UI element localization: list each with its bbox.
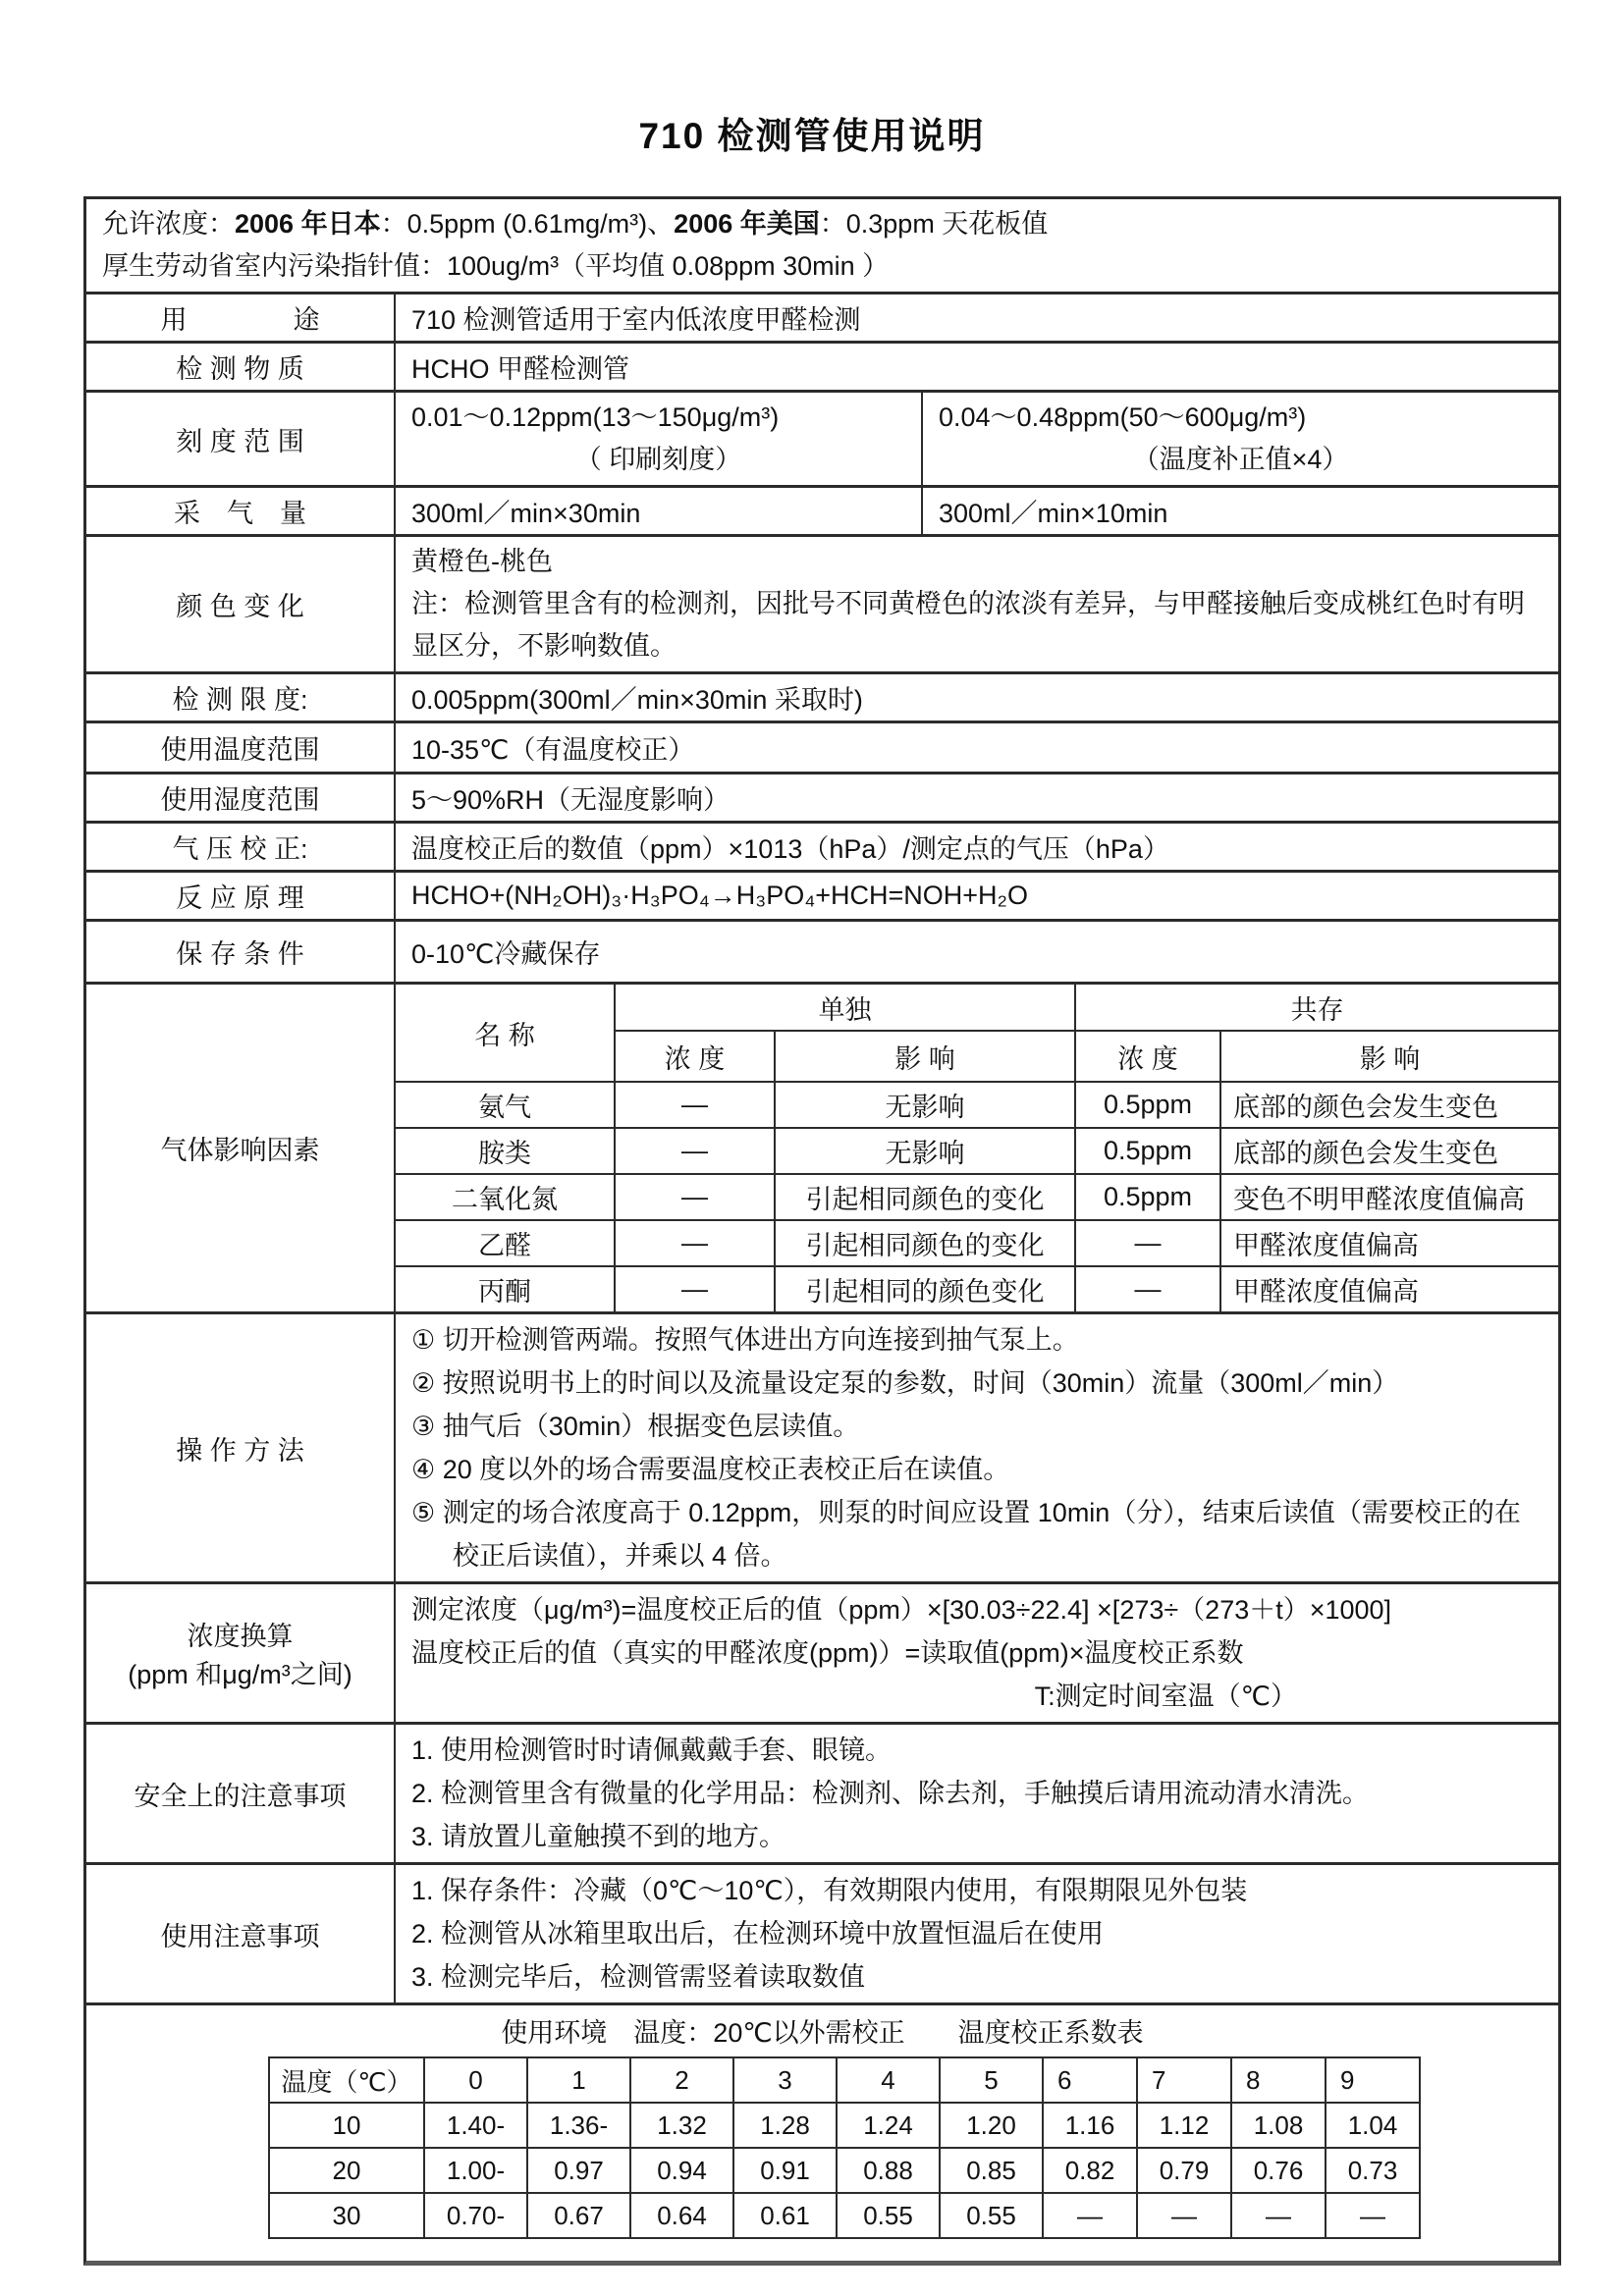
usage-label: 用 途	[86, 294, 396, 341]
page-title: 710 检测管使用说明	[638, 116, 986, 156]
row-permissible	[86, 199, 1558, 292]
scale-range-printed	[396, 393, 923, 485]
operation-step: ① 切开检测管两端。按照气体进出方向连接到抽气泵上。	[411, 1325, 1079, 1355]
correction-header: 0	[424, 2057, 527, 2103]
correction-value: 1.00-	[424, 2148, 527, 2193]
safety-item: 1. 使用检测管时时请佩戴戴手套、眼镜。	[411, 1735, 893, 1765]
correction-value: 1.32	[630, 2103, 733, 2148]
correction-value: —	[1137, 2193, 1231, 2238]
gas-influence-label: 气体影响因素	[86, 985, 396, 1311]
gas-row-conc2: 0.5ppm	[1074, 1081, 1219, 1127]
gas-row-effect2: 甲醛浓度值偏高	[1219, 1219, 1558, 1265]
permissible-seg-usa: 2006 年美国	[674, 209, 820, 239]
correction-section	[86, 2005, 1558, 2261]
gas-header-single: 单独	[614, 985, 1074, 1030]
row-storage-condition	[86, 919, 1558, 982]
gas-row-effect1: 无影响	[774, 1081, 1074, 1127]
correction-value: 0.64	[630, 2193, 733, 2238]
gas-row-effect2: 底部的颜色会发生变色	[1219, 1081, 1558, 1127]
row-correction-table-section	[86, 2002, 1558, 2261]
scale-range-corrected	[923, 393, 1558, 485]
correction-value: 0.61	[733, 2193, 837, 2238]
gas-row-effect1: 引起相同的颜色变化	[774, 1265, 1074, 1311]
humidity-range-label: 使用湿度范围	[86, 774, 396, 821]
correction-header: 9	[1326, 2057, 1420, 2103]
correction-value: 0.55	[837, 2193, 940, 2238]
row-temperature-range	[86, 721, 1558, 772]
operation-step: ⑤ 测定的场合浓度高于 0.12ppm，则泵的时间应设置 10min（分），结束后读值（需要校正的在校正后读值），并乘以 4 倍。	[411, 1498, 1521, 1571]
safety-precautions-items	[396, 1725, 1558, 1862]
correction-header: 8	[1231, 2057, 1326, 2103]
gas-row-conc1: —	[614, 1265, 774, 1311]
correction-value: 0.82	[1043, 2148, 1137, 2193]
permissible-seg-usa-value: ：0.3ppm 天花板值	[819, 209, 1049, 239]
gas-row-name: 氨气	[396, 1081, 614, 1127]
correction-header: 5	[940, 2057, 1043, 2103]
row-substance	[86, 341, 1558, 390]
table-row	[269, 2193, 1420, 2238]
correction-value: —	[1043, 2193, 1137, 2238]
correction-header: 1	[527, 2057, 630, 2103]
conversion-formula-note: T:测定时间室温（℃）	[1034, 1682, 1297, 1711]
correction-value: 0.79	[1137, 2148, 1231, 2193]
sampling-30min: 300ml／min×30min	[396, 488, 923, 534]
correction-header: 3	[733, 2057, 837, 2103]
sampling-values	[396, 488, 1558, 534]
safety-precautions-label: 安全上的注意事项	[86, 1725, 396, 1862]
permissible-seg-japan: 2006 年日本	[235, 209, 381, 239]
correction-value: 0.76	[1231, 2148, 1326, 2193]
correction-header: 4	[837, 2057, 940, 2103]
conversion-label-title: 浓度换算	[187, 1622, 294, 1651]
correction-value: 1.28	[733, 2103, 837, 2148]
concentration-conversion-formulas	[396, 1584, 1558, 1722]
correction-value: 1.24	[837, 2103, 940, 2148]
correction-table	[268, 2056, 1421, 2239]
usage-value: 710 检测管适用于室内低浓度甲醛检测	[411, 305, 861, 335]
correction-value: 1.36-	[527, 2103, 630, 2148]
correction-header-row	[269, 2057, 1420, 2103]
permissible-seg-japan-value: ：0.5ppm (0.61mg/m³)、	[380, 209, 675, 239]
correction-value: 0.94	[630, 2148, 733, 2193]
row-concentration-conversion	[86, 1581, 1558, 1722]
operation-step: ③ 抽气后（30min）根据变色层读值。	[411, 1412, 860, 1441]
correction-value: 1.12	[1137, 2103, 1231, 2148]
usage-note-item: 1. 保存条件：冷藏（0℃～10℃），有效期限内使用，有限期限见外包装	[411, 1876, 1248, 1905]
substance-label: 检 测 物 质	[86, 344, 396, 390]
gas-header-conc-single: 浓 度	[614, 1030, 774, 1081]
permissible-line2: 厚生劳动省室内污染指针值：100ug/m³（平均值 0.08ppm 30min ）	[102, 251, 890, 281]
permissible-cell	[86, 199, 1558, 292]
temperature-range-value: 10-35℃（有温度校正）	[411, 735, 695, 765]
row-gas-influence	[86, 982, 1558, 1311]
correction-value: 0.70-	[424, 2193, 527, 2238]
temperature-range-label: 使用温度范围	[86, 723, 396, 772]
gas-row-name: 乙醛	[396, 1219, 614, 1265]
sampling-10min: 300ml／min×10min	[939, 499, 1168, 528]
color-change-label: 颜 色 变 化	[86, 537, 396, 671]
row-usage	[86, 292, 1558, 341]
correction-value: 0.91	[733, 2148, 837, 2193]
gas-header-conc-coexist: 浓 度	[1074, 1030, 1219, 1081]
operation-method-label: 操 作 方 法	[86, 1314, 396, 1581]
table-row	[269, 2103, 1420, 2148]
correction-value: 0.73	[1326, 2148, 1420, 2193]
correction-value: 1.20	[940, 2103, 1043, 2148]
gas-header-effect-coexist: 影 响	[1219, 1030, 1558, 1081]
pressure-calibration-label: 气 压 校 正:	[86, 824, 396, 870]
correction-value: 1.04	[1326, 2103, 1420, 2148]
storage-condition-label: 保 存 条 件	[86, 922, 396, 982]
gas-row-effect1: 无影响	[774, 1127, 1074, 1173]
conversion-formula-2: 温度校正后的值（真实的甲醛浓度(ppm)）=读取值(ppm)×温度校正系数	[411, 1638, 1244, 1668]
table-row	[269, 2148, 1420, 2193]
correction-value: 0.88	[837, 2148, 940, 2193]
usage-note-item: 2. 检测管从冰箱里取出后，在检测环境中放置恒温后在使用	[411, 1919, 1105, 1949]
gas-header-effect-single: 影 响	[774, 1030, 1074, 1081]
usage-note-item: 3. 检测完毕后，检测管需竖着读取数值	[411, 1962, 866, 1992]
scale-printed-range: 0.01～0.12ppm(13～150μg/m³)	[411, 402, 780, 432]
gas-row-conc1: —	[614, 1173, 774, 1219]
conversion-label-units: (ppm 和μg/m³之间)	[128, 1660, 352, 1689]
correction-temp: 30	[269, 2193, 424, 2238]
storage-condition-value: 0-10℃冷藏保存	[411, 939, 601, 969]
gas-row-conc2: —	[1074, 1265, 1219, 1311]
correction-value: 1.08	[1231, 2103, 1326, 2148]
correction-value: 1.40-	[424, 2103, 527, 2148]
row-usage-notes	[86, 1862, 1558, 2002]
gas-row-conc2: 0.5ppm	[1074, 1127, 1219, 1173]
gas-row-conc2: 0.5ppm	[1074, 1173, 1219, 1219]
gas-row-effect2: 变色不明甲醛浓度值偏高	[1219, 1173, 1558, 1219]
scale-printed-note: （ 印刷刻度）	[574, 445, 742, 474]
correction-header-temp: 温度（℃）	[269, 2057, 424, 2103]
usage-notes-label: 使用注意事项	[86, 1865, 396, 2002]
correction-header: 2	[630, 2057, 733, 2103]
color-change-note: 注：检测管里含有的检测剂，因批号不同黄橙色的浓淡有差异，与甲醛接触后变成桃红色时有明显区分，不影响数值。	[411, 589, 1525, 661]
correction-temp: 20	[269, 2148, 424, 2193]
correction-value: 0.55	[940, 2193, 1043, 2238]
correction-value: —	[1231, 2193, 1326, 2238]
row-sampling-volume	[86, 485, 1558, 534]
safety-item: 3. 请放置儿童触摸不到的地方。	[411, 1822, 786, 1851]
gas-header-coexist: 共存	[1074, 985, 1558, 1030]
gas-header-name: 名 称	[474, 1020, 535, 1050]
row-humidity-range	[86, 772, 1558, 821]
row-safety-precautions	[86, 1722, 1558, 1862]
row-color-change	[86, 534, 1558, 671]
correction-header: 7	[1137, 2057, 1231, 2103]
gas-row-effect1: 引起相同颜色的变化	[774, 1219, 1074, 1265]
substance-value: HCHO 甲醛检测管	[411, 354, 629, 384]
gas-row-conc2: —	[1074, 1219, 1219, 1265]
gas-row-name: 丙酮	[396, 1265, 614, 1311]
gas-row-conc1: —	[614, 1127, 774, 1173]
reaction-principle-value: HCHO+(NH₂OH)₃·H₃PO₄→H₃PO₄+HCH=NOH+H₂O	[411, 881, 1029, 910]
permissible-line1	[102, 203, 1543, 245]
gas-row-conc1: —	[614, 1219, 774, 1265]
correction-value: 1.16	[1043, 2103, 1137, 2148]
reaction-principle-label: 反 应 原 理	[86, 873, 396, 919]
row-pressure-calibration	[86, 821, 1558, 870]
gas-row-effect2: 底部的颜色会发生变色	[1219, 1127, 1558, 1173]
gas-row-conc1: —	[614, 1081, 774, 1127]
row-operation-method	[86, 1311, 1558, 1581]
scale-corrected-note: （温度补正值×4）	[1132, 445, 1349, 474]
operation-step: ④ 20 度以外的场合需要温度校正表校正后在读值。	[411, 1455, 1010, 1484]
gas-row-name: 二氧化氮	[396, 1173, 614, 1219]
gas-row-effect1: 引起相同颜色的变化	[774, 1173, 1074, 1219]
scale-range-values	[396, 393, 1558, 485]
concentration-conversion-label	[86, 1584, 396, 1722]
scale-range-label: 刻 度 范 围	[86, 393, 396, 485]
color-change-value	[396, 537, 1558, 671]
gas-row-name: 胺类	[396, 1127, 614, 1173]
scale-corrected-range: 0.04～0.48ppm(50～600μg/m³)	[939, 402, 1307, 432]
row-reaction-principle	[86, 870, 1558, 919]
correction-header: 6	[1043, 2057, 1137, 2103]
sampling-label: 采 气 量	[86, 488, 396, 534]
color-change-colors: 黄橙色-桃色	[411, 547, 553, 576]
permissible-seg-lead: 允许浓度：	[102, 209, 235, 239]
correction-value: 0.97	[527, 2148, 630, 2193]
gas-influence-table	[396, 985, 1558, 1311]
operation-method-steps	[396, 1314, 1558, 1581]
correction-temp: 10	[269, 2103, 424, 2148]
correction-caption: 使用环境 温度：20℃以外需校正 温度校正系数表	[501, 2018, 1144, 2048]
correction-value: 0.67	[527, 2193, 630, 2238]
detection-limit-value: 0.005ppm(300ml／min×30min 采取时)	[411, 685, 863, 715]
main-table	[83, 196, 1561, 2266]
gas-row-effect2: 甲醛浓度值偏高	[1219, 1265, 1558, 1311]
correction-value: —	[1326, 2193, 1420, 2238]
operation-step: ② 按照说明书上的时间以及流量设定泵的参数，时间（30min）流量（300ml／min）	[411, 1368, 1399, 1398]
safety-item: 2. 检测管里含有微量的化学用品：检测剂、除去剂，手触摸后请用流动清水清洗。	[411, 1779, 1370, 1808]
pressure-calibration-value: 温度校正后的数值（ppm）×1013（hPa）/测定点的气压（hPa）	[411, 834, 1169, 864]
correction-value: 0.85	[940, 2148, 1043, 2193]
row-detection-limit	[86, 671, 1558, 721]
usage-notes-items	[396, 1865, 1558, 2002]
humidity-range-value: 5～90%RH（无湿度影响）	[411, 785, 731, 815]
row-scale-range	[86, 390, 1558, 485]
detection-limit-label: 检 测 限 度:	[86, 674, 396, 721]
conversion-formula-1: 测定浓度（μg/m³)=温度校正后的值（ppm）×[30.03÷22.4] ×[273÷（273＋t）×1000]	[411, 1595, 1392, 1625]
